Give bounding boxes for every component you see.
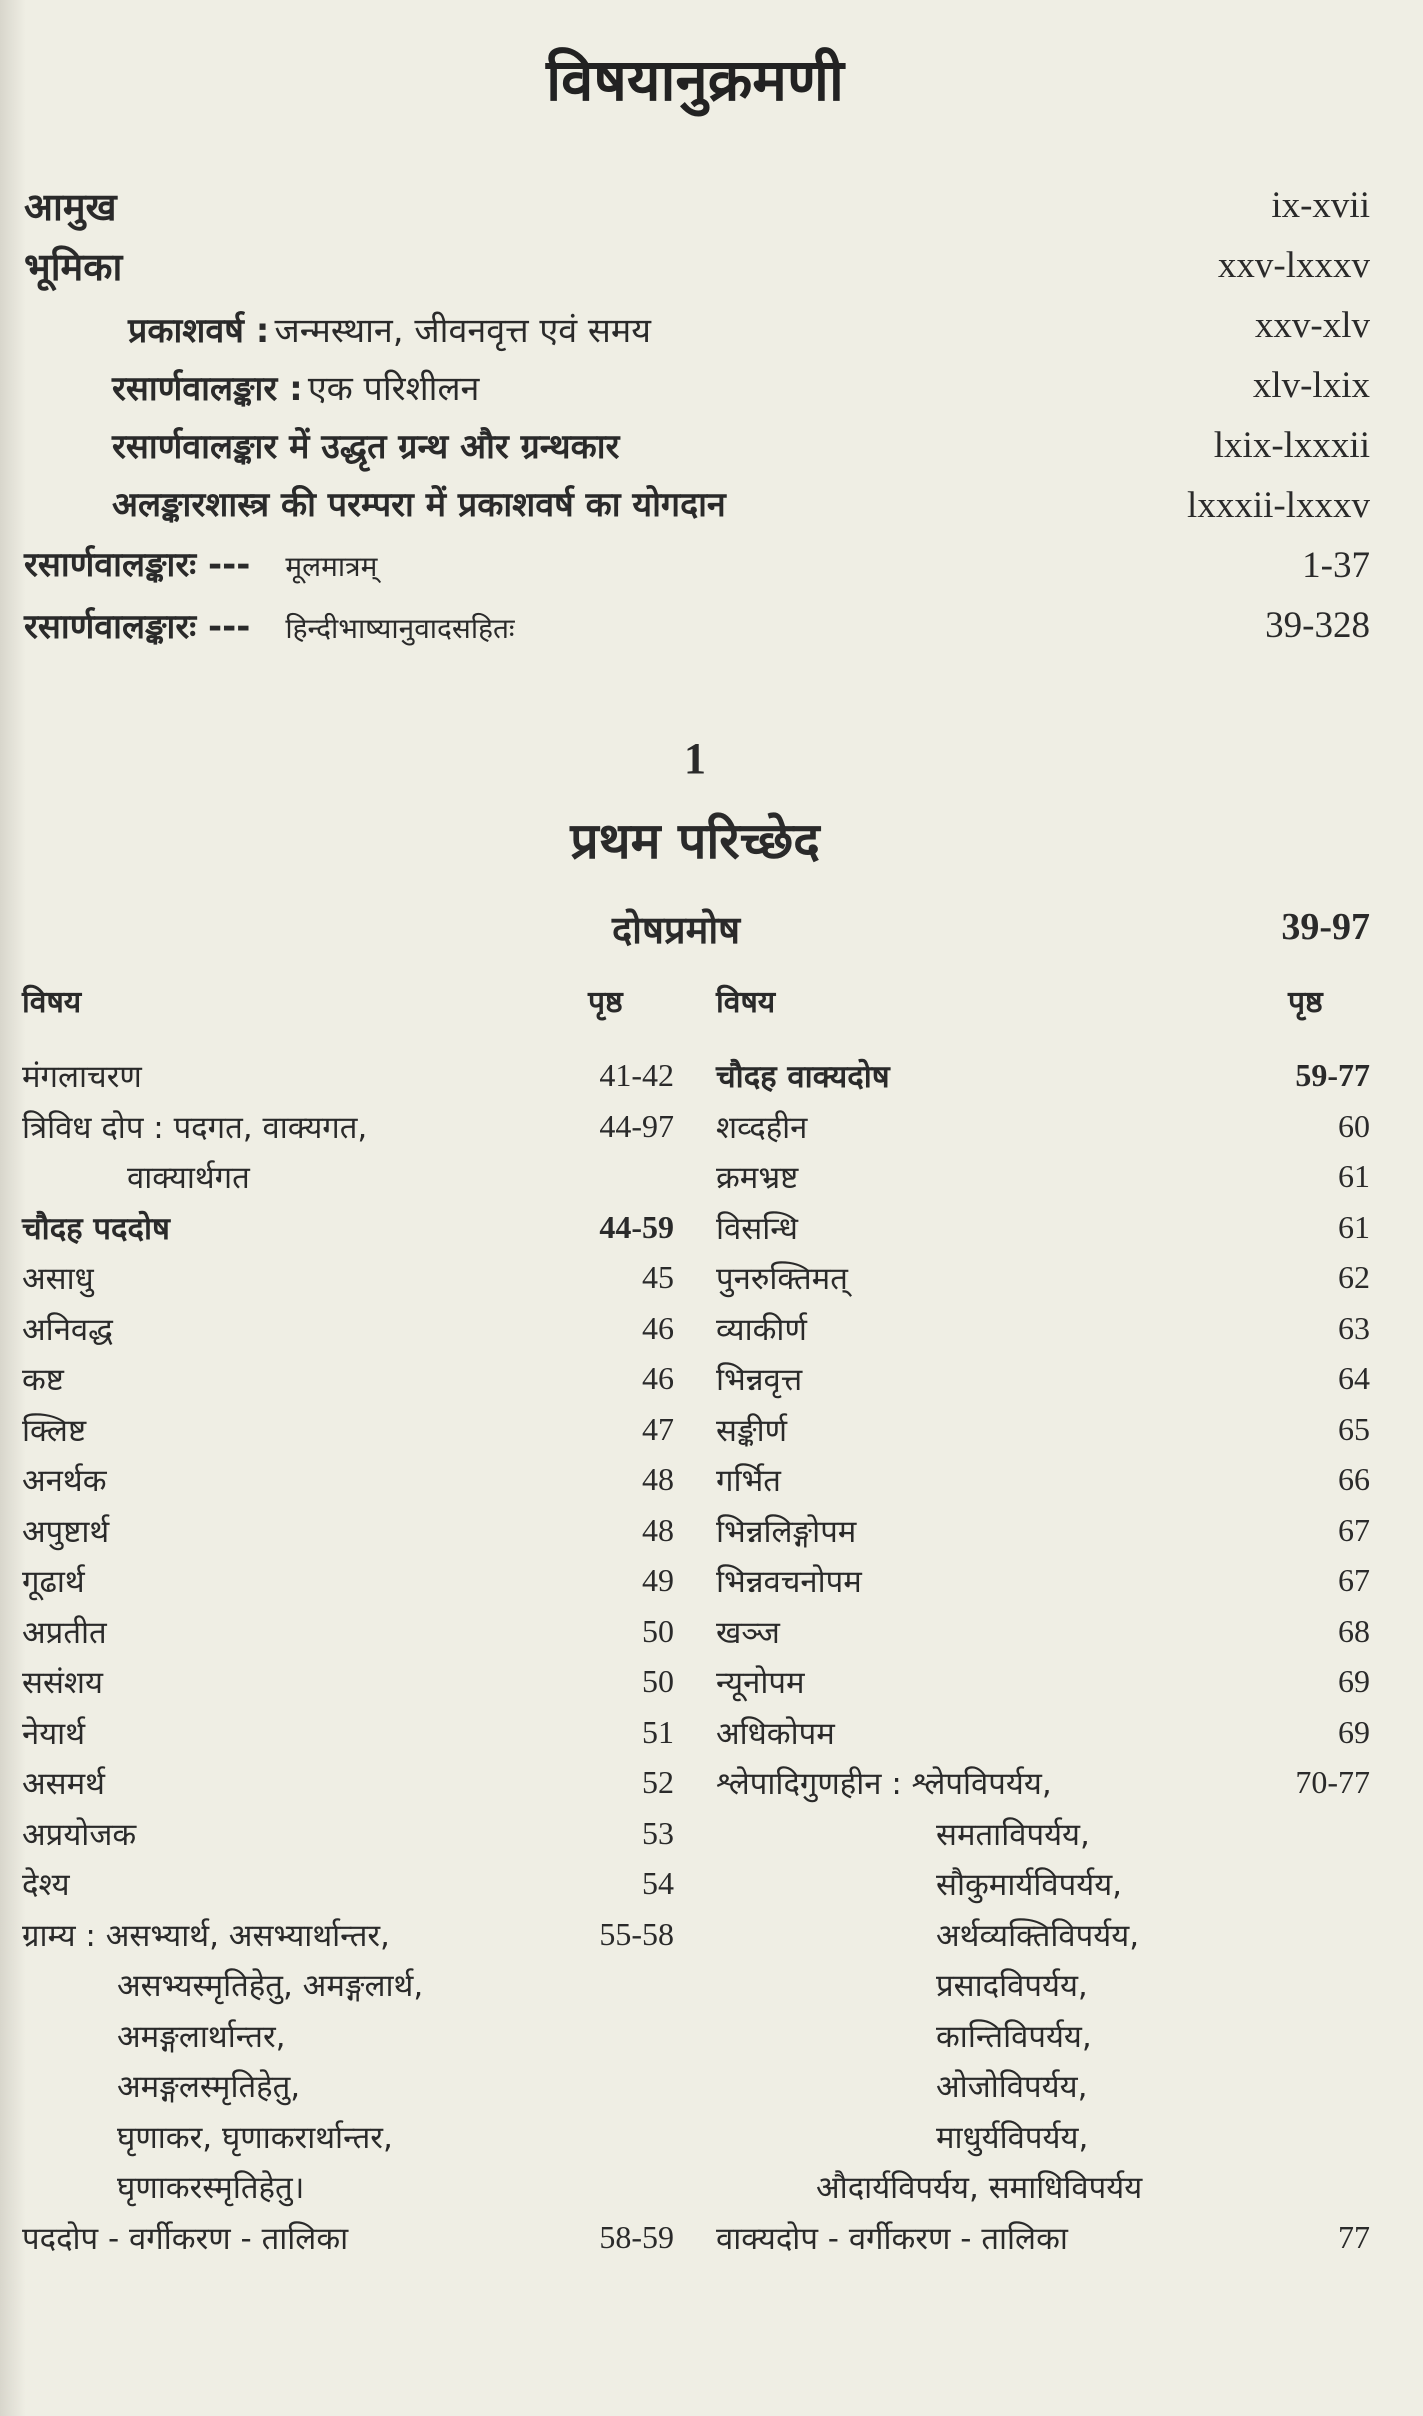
entry-page: 53: [642, 1814, 674, 1851]
entry-title: अनिवद्ध: [22, 1311, 113, 1348]
entry-title: घृणाकर, घृणाकरार्थान्तर,: [117, 2119, 393, 2156]
entry-title: समताविपर्यय,: [936, 1816, 1090, 1853]
front-matter-row: [0, 480, 1423, 540]
entry-title: त्रिविध दोप : पदगत, वाक्यगत,: [22, 1109, 368, 1146]
contents-entry: [22, 2015, 674, 2066]
entry-page: 67: [1338, 1562, 1370, 1598]
entry-title: ग्राम्य : असभ्यार्थ, असभ्यार्थान्तर,: [22, 1917, 390, 1954]
entry-title: अर्थव्यक्तिविपर्यय,: [936, 1917, 1140, 1954]
chapter-pages: 39-97: [1281, 906, 1370, 948]
contents-entry: [716, 1762, 1370, 1813]
front-matter-pages: xlv-lxix: [1252, 365, 1370, 406]
contents-entry: [22, 1914, 674, 1965]
entry-title: माधुर्यविपर्यय,: [936, 2119, 1089, 2156]
entry-title: श्लेपादिगुणहीन : श्लेपविपर्यय,: [716, 1766, 1052, 1802]
contents-entry: [716, 1156, 1370, 1207]
contents-entry: [716, 1459, 1370, 1510]
entry-title: विसन्धि: [716, 1210, 798, 1247]
entry-title: भिन्नवचनोपम: [716, 1564, 862, 1600]
contents-entry: [716, 2166, 1370, 2217]
contents-entry: [716, 2015, 1370, 2066]
contents-entry: [22, 1459, 674, 1510]
contents-entry: [22, 1106, 674, 1157]
entry-page: 48: [642, 1461, 674, 1497]
entry-title: ओजोविपर्यय,: [936, 2069, 1088, 2105]
entry-title: क्लिष्ट: [22, 1412, 87, 1449]
contents-entry: [716, 1207, 1370, 1258]
front-matter-label-rest: मूलमात्रम्: [285, 550, 378, 583]
entry-title: पुनरुक्तिमत्: [716, 1261, 848, 1297]
contents-entry: [716, 1863, 1370, 1914]
entry-title: चौदह वाक्यदोष: [716, 1059, 890, 1095]
contents-entry: [22, 2116, 674, 2167]
front-matter-label: [24, 602, 515, 648]
entry-page: 66: [1338, 1461, 1370, 1497]
entry-page: 51: [642, 1713, 674, 1750]
entry-title: नेयार्थ: [22, 1715, 86, 1752]
front-matter-pages: lxix-lxxxii: [1213, 425, 1370, 466]
left-subject-header: विषय: [22, 985, 82, 1020]
contents-entry: [716, 2217, 1370, 2268]
contents-entry: [22, 1156, 674, 1207]
contents-entry: [716, 1106, 1370, 1157]
entry-title: अपुष्टार्थ: [22, 1513, 110, 1550]
entry-title: भिन्नवृत्त: [716, 1362, 803, 1398]
contents-entry: [22, 1409, 674, 1460]
entry-title: वाक्यार्थगत: [127, 1160, 250, 1196]
entry-page: 61: [1338, 1208, 1370, 1245]
front-matter-label-rest: एक परिशीलन: [307, 369, 480, 409]
entry-page: 44-97: [599, 1107, 674, 1144]
right-contents-column: [716, 1055, 1370, 2267]
entry-title: गर्भित: [716, 1463, 781, 1499]
front-matter-row: [0, 180, 1423, 240]
contents-entry: [716, 1308, 1370, 1359]
contents-entry: [22, 1207, 674, 1258]
entry-page: 77: [1338, 2218, 1370, 2255]
entry-page: 70-77: [1295, 1764, 1370, 1800]
contents-entry: [716, 1611, 1370, 1662]
front-matter-label-rest: जन्मस्थान, जीवनवृत्त एवं समय: [274, 311, 651, 351]
right-page-header: पृष्ठ: [1288, 985, 1323, 1020]
contents-entry: [22, 1257, 674, 1308]
left-contents-column: [22, 1055, 674, 2267]
entry-title: न्यूनोपम: [716, 1665, 805, 1701]
entry-page: 67: [1338, 1511, 1370, 1548]
front-matter-pages: ix-xvii: [1271, 185, 1370, 226]
contents-entry: [716, 1409, 1370, 1460]
entry-title: अप्रतीत: [22, 1614, 107, 1651]
contents-entry: [22, 2065, 674, 2116]
contents-entry: [716, 1055, 1370, 1106]
front-matter-row: [0, 240, 1423, 300]
contents-entry: [22, 1308, 674, 1359]
entry-title: अधिकोपम: [716, 1715, 835, 1752]
front-matter-label: रसार्णवालङ्कार में उद्धृत ग्रन्थ और ग्रन्थकार: [112, 427, 620, 467]
entry-title: असभ्यस्मृतिहेतु, अमङ्गलार्थ,: [117, 1968, 424, 2004]
front-matter-row: [0, 420, 1423, 480]
front-matter-label: अलङ्कारशास्त्र की परम्परा में प्रकाशवर्ष का योगदान: [112, 485, 726, 525]
front-matter-pages: xxv-xlv: [1254, 305, 1370, 346]
front-matter-label-rest: हिन्दीभाष्यानुवादसहितः: [285, 612, 515, 645]
front-matter-label-bold: रसार्णवालङ्कार :: [112, 369, 303, 409]
front-matter-label-bold: प्रकाशवर्ष :: [128, 311, 270, 351]
entry-page: 68: [1338, 1612, 1370, 1649]
front-matter-pages: xxv-lxxxv: [1217, 245, 1370, 286]
contents-entry: [716, 1813, 1370, 1864]
entry-title: भिन्नलिङ्गोपम: [716, 1513, 857, 1550]
entry-title: देश्य: [22, 1867, 70, 1903]
entry-page: 50: [642, 1612, 674, 1649]
entry-page: 48: [642, 1511, 674, 1548]
contents-entry: [22, 2217, 674, 2268]
front-matter-pages: 39-328: [1265, 605, 1370, 646]
entry-page: 60: [1338, 1107, 1370, 1144]
contents-entry: [22, 1964, 674, 2015]
entry-title: असमर्थ: [22, 1766, 105, 1802]
entry-page: 61: [1338, 1158, 1370, 1194]
entry-page: 54: [642, 1865, 674, 1901]
contents-entry: [716, 1914, 1370, 1965]
contents-entry: [22, 1560, 674, 1611]
chapter-title: प्रथम परिच्छेद: [570, 812, 820, 870]
contents-entry: [22, 1358, 674, 1409]
entry-title: असाधु: [22, 1261, 94, 1297]
entry-page: 49: [642, 1562, 674, 1598]
entry-title: शव्दहीन: [716, 1109, 808, 1146]
page-title: विषयानुक्रमणी: [546, 46, 844, 114]
contents-entry: [22, 1661, 674, 1712]
front-matter-pages: 1-37: [1302, 545, 1370, 586]
entry-title: प्रसादविपर्यय,: [936, 1968, 1088, 2004]
contents-entry: [716, 1510, 1370, 1561]
entry-title: वाक्यदोप - वर्गीकरण - तालिका: [716, 2220, 1068, 2257]
entry-page: 59-77: [1295, 1057, 1370, 1093]
entry-title: चौदह पददोष: [22, 1210, 170, 1247]
entry-page: 69: [1338, 1663, 1370, 1699]
contents-entry: [716, 1257, 1370, 1308]
entry-title: कष्ट: [22, 1362, 64, 1398]
chapter-number: 1: [684, 734, 706, 783]
contents-entry: [716, 1712, 1370, 1763]
front-matter-label: आमुख: [24, 185, 117, 229]
entry-page: 44-59: [599, 1208, 674, 1245]
entry-title: कान्तिविपर्यय,: [936, 2018, 1092, 2055]
entry-title: अमङ्गलस्मृतिहेतु,: [117, 2069, 301, 2105]
entry-page: 63: [1338, 1309, 1370, 1346]
front-matter-row: [0, 600, 1423, 660]
front-matter-label: भूमिका: [24, 245, 123, 289]
entry-title: अप्रयोजक: [22, 1816, 137, 1853]
contents-entry: [22, 1611, 674, 1662]
front-matter-list: [0, 180, 1423, 660]
entry-title: अनर्थक: [22, 1463, 107, 1499]
entry-page: 46: [642, 1360, 674, 1396]
contents-entry: [22, 1762, 674, 1813]
entry-title: औदार्यविपर्यय, समाधिविपर्यय: [816, 2170, 1143, 2206]
contents-entry: [22, 1510, 674, 1561]
entry-title: अमङ्गलार्थान्तर,: [117, 2018, 286, 2055]
chapter-subtitle: दोषप्रमोष: [612, 908, 741, 952]
entry-page: 65: [1338, 1410, 1370, 1447]
contents-entry: [22, 2166, 674, 2217]
contents-entry: [716, 1661, 1370, 1712]
front-matter-label-bold: रसार्णवालङ्कारः ---: [24, 545, 251, 585]
contents-entry: [22, 1813, 674, 1864]
right-subject-header: विषय: [716, 985, 776, 1020]
entry-page: 45: [642, 1259, 674, 1295]
contents-entry: [22, 1055, 674, 1106]
contents-entry: [716, 1560, 1370, 1611]
entry-title: खञ्ज: [716, 1614, 780, 1651]
front-matter-row: [0, 540, 1423, 600]
entry-title: व्याकीर्ण: [716, 1311, 807, 1348]
contents-entry: [716, 1358, 1370, 1409]
entry-title: घृणाकरस्मृतिहेतु।: [117, 2170, 305, 2206]
entry-page: 50: [642, 1663, 674, 1699]
entry-title: सौकुमार्यविपर्यय,: [936, 1867, 1123, 1903]
entry-page: 41-42: [599, 1057, 674, 1093]
entry-page: 46: [642, 1309, 674, 1346]
front-matter-label-bold: रसार्णवालङ्कारः ---: [24, 607, 251, 647]
entry-title: गूढार्थ: [22, 1564, 85, 1600]
front-matter-label: [128, 306, 651, 352]
entry-title: ससंशय: [22, 1665, 103, 1701]
entry-title: मंगलाचरण: [22, 1059, 142, 1095]
entry-page: 52: [642, 1764, 674, 1800]
entry-page: 64: [1338, 1360, 1370, 1396]
entry-page: 69: [1338, 1713, 1370, 1750]
entry-page: 62: [1338, 1259, 1370, 1295]
entry-title: सङ्कीर्ण: [716, 1412, 788, 1449]
contents-entry: [716, 1964, 1370, 2015]
entry-page: 58-59: [599, 2218, 674, 2255]
contents-entry: [716, 2116, 1370, 2167]
contents-entry: [22, 1712, 674, 1763]
entry-title: पददोप - वर्गीकरण - तालिका: [22, 2220, 349, 2257]
front-matter-pages: lxxxii-lxxxv: [1187, 485, 1370, 526]
front-matter-row: [0, 360, 1423, 420]
entry-page: 47: [642, 1410, 674, 1447]
entry-title: क्रमभ्रष्ट: [716, 1160, 799, 1196]
contents-entry: [22, 1863, 674, 1914]
contents-entry: [716, 2065, 1370, 2116]
front-matter-label: [112, 364, 479, 410]
front-matter-row: [0, 300, 1423, 360]
front-matter-label: [24, 540, 377, 586]
left-page-header: पृष्ठ: [588, 985, 623, 1020]
entry-page: 55-58: [599, 1915, 674, 1952]
